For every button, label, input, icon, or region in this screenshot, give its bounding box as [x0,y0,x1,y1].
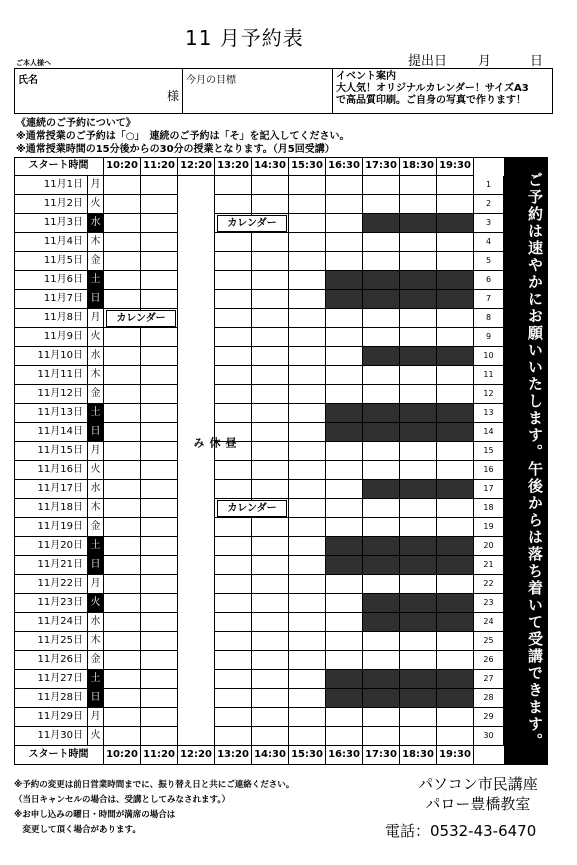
booking-notes [16,117,349,156]
submit-month: 月 [478,54,492,69]
school-name [418,774,538,814]
time-header: 19:30 [437,746,474,765]
weekday-cell: 月 [88,708,104,727]
date-cell: 11月8日 [14,309,88,328]
sidebar-message: ご予約は速やかにお願いいたします。午後からは落ち着いて受講できます。 [504,157,548,765]
row-number: 11 [474,366,504,385]
calendar-event-label: カレンダー [217,500,287,517]
row-number: 22 [474,575,504,594]
date-cell: 11月18日 [14,499,88,518]
date-cell: 11月21日 [14,556,88,575]
date-cell: 11月5日 [14,252,88,271]
row-number: 30 [474,727,504,746]
weekday-cell: 月 [88,309,104,328]
date-cell: 11月24日 [14,613,88,632]
weekday-cell: 水 [88,480,104,499]
time-header: 12:20 [178,746,215,765]
info-box [14,68,553,114]
row-number: 12 [474,385,504,404]
date-cell: 11月22日 [14,575,88,594]
date-cell: 11月4日 [14,233,88,252]
start-time-label: スタート時間 [14,746,104,765]
row-number: 23 [474,594,504,613]
grid-border [14,157,548,765]
row-number: 21 [474,556,504,575]
note-line: ※通常授業時間の15分後からの30分の授業となります。（月5回受講） [16,144,335,155]
date-cell: 11月25日 [14,632,88,651]
row-number: 10 [474,347,504,366]
row-number: 13 [474,404,504,423]
weekday-cell: 日 [88,556,104,575]
weekday-cell: 木 [88,499,104,518]
note-line: 《連続のご予約について》 [16,118,136,129]
date-cell: 11月19日 [14,518,88,537]
weekday-cell: 金 [88,385,104,404]
footer-notes [14,778,294,838]
row-number: 20 [474,537,504,556]
date-cell: 11月29日 [14,708,88,727]
phone-number: 電話：0532-43-6470 [385,822,537,840]
weekday-cell: 水 [88,214,104,233]
row-number: 2 [474,195,504,214]
weekday-cell: 木 [88,233,104,252]
weekday-cell: 月 [88,575,104,594]
row-number: 16 [474,461,504,480]
row-number: 6 [474,271,504,290]
weekday-cell: 火 [88,727,104,746]
date-cell: 11月14日 [14,423,88,442]
row-number: 27 [474,670,504,689]
row-number: 24 [474,613,504,632]
row-number: 4 [474,233,504,252]
submit-day: 日 [530,54,544,69]
goal-label: 今月の目標 [186,75,236,86]
date-cell: 11月13日 [14,404,88,423]
date-cell: 11月3日 [14,214,88,233]
date-cell: 11月27日 [14,670,88,689]
row-number: 9 [474,328,504,347]
weekday-cell: 金 [88,518,104,537]
date-cell: 11月20日 [14,537,88,556]
calendar-event-label: カレンダー [106,310,176,327]
event-title: イベント案内 [336,71,396,82]
date-cell: 11月7日 [14,290,88,309]
submit-label: 提出日 [408,54,448,69]
row-number: 17 [474,480,504,499]
name-label: 氏名 [18,75,38,86]
date-cell: 11月2日 [14,195,88,214]
submission-date [408,50,543,69]
weekday-cell: 月 [88,176,104,195]
date-cell: 11月26日 [14,651,88,670]
goal-field[interactable] [183,69,333,113]
lunch-label: 昼休み [192,437,237,450]
row-number: 28 [474,689,504,708]
row-number: 19 [474,518,504,537]
time-header: 17:30 [363,746,400,765]
date-cell: 11月15日 [14,442,88,461]
date-cell: 11月1日 [14,176,88,195]
note-line: ※通常授業のご予約は「○」 連続のご予約は「そ」を記入してください。 [16,131,350,142]
school-line: パソコン市民講座 [418,775,538,793]
row-number: 5 [474,252,504,271]
calendar-event-label: カレンダー [217,215,287,232]
weekday-cell: 木 [88,366,104,385]
date-cell: 11月10日 [14,347,88,366]
row-number: 18 [474,499,504,518]
date-cell: 11月12日 [14,385,88,404]
time-header: 13:20 [215,746,252,765]
time-header: 12:20 [178,157,215,176]
sama-label: 様 [167,89,180,103]
footer-note: ※お申し込みの曜日・時間が満席の場合は [14,810,176,820]
weekday-cell: 月 [88,442,104,461]
time-header: 17:30 [363,157,400,176]
row-number: 26 [474,651,504,670]
time-header: 11:20 [141,157,178,176]
date-cell: 11月28日 [14,689,88,708]
time-header: 14:30 [252,157,289,176]
date-cell: 11月17日 [14,480,88,499]
weekday-cell: 火 [88,461,104,480]
time-header: 10:20 [104,157,141,176]
event-line: 大人気！オリジナルカレンダー！サイズA3 [336,83,529,94]
time-header: 15:30 [289,157,326,176]
row-number: 15 [474,442,504,461]
time-header: 18:30 [400,157,437,176]
time-header: 13:20 [215,157,252,176]
weekday-cell: 金 [88,252,104,271]
footer-note: 変更して頂く場合があります。 [14,825,141,835]
footer-note: ※予約の変更は前日営業時間までに、振り替え日と共にご連絡ください。 [14,780,295,790]
date-cell: 11月23日 [14,594,88,613]
weekday-cell: 火 [88,328,104,347]
name-field[interactable] [15,69,183,113]
weekday-cell: 土 [88,670,104,689]
weekday-cell: 火 [88,594,104,613]
date-cell: 11月9日 [14,328,88,347]
weekday-cell: 火 [88,195,104,214]
date-cell: 11月30日 [14,727,88,746]
time-header: 18:30 [400,746,437,765]
weekday-cell: 土 [88,537,104,556]
weekday-cell: 土 [88,271,104,290]
footer-note: （当日キャンセルの場合は、受講としてみなされます。） [14,795,231,805]
date-cell: 11月6日 [14,271,88,290]
weekday-cell: 日 [88,423,104,442]
time-header: 16:30 [326,157,363,176]
time-header: 10:20 [104,746,141,765]
event-line: で高品質印刷。ご自身の写真で作ります！ [336,95,526,106]
note-top: ご本人様へ [16,59,51,67]
start-time-label: スタート時間 [14,157,104,176]
date-cell: 11月11日 [14,366,88,385]
time-header: 11:20 [141,746,178,765]
row-number: 1 [474,176,504,195]
weekday-cell: 水 [88,613,104,632]
weekday-cell: 日 [88,689,104,708]
row-number: 8 [474,309,504,328]
weekday-cell: 金 [88,651,104,670]
school-line: パロー豊橋教室 [425,795,531,813]
weekday-cell: 木 [88,632,104,651]
time-header: 14:30 [252,746,289,765]
row-number: 7 [474,290,504,309]
time-header: 16:30 [326,746,363,765]
row-number: 3 [474,214,504,233]
row-number: 25 [474,632,504,651]
row-number: 29 [474,708,504,727]
weekday-cell: 日 [88,290,104,309]
row-number: 14 [474,423,504,442]
weekday-cell: 水 [88,347,104,366]
weekday-cell: 土 [88,404,104,423]
time-header: 15:30 [289,746,326,765]
time-header: 19:30 [437,157,474,176]
date-cell: 11月16日 [14,461,88,480]
event-info [333,69,552,113]
page-title: 11 月予約表 [185,26,304,50]
